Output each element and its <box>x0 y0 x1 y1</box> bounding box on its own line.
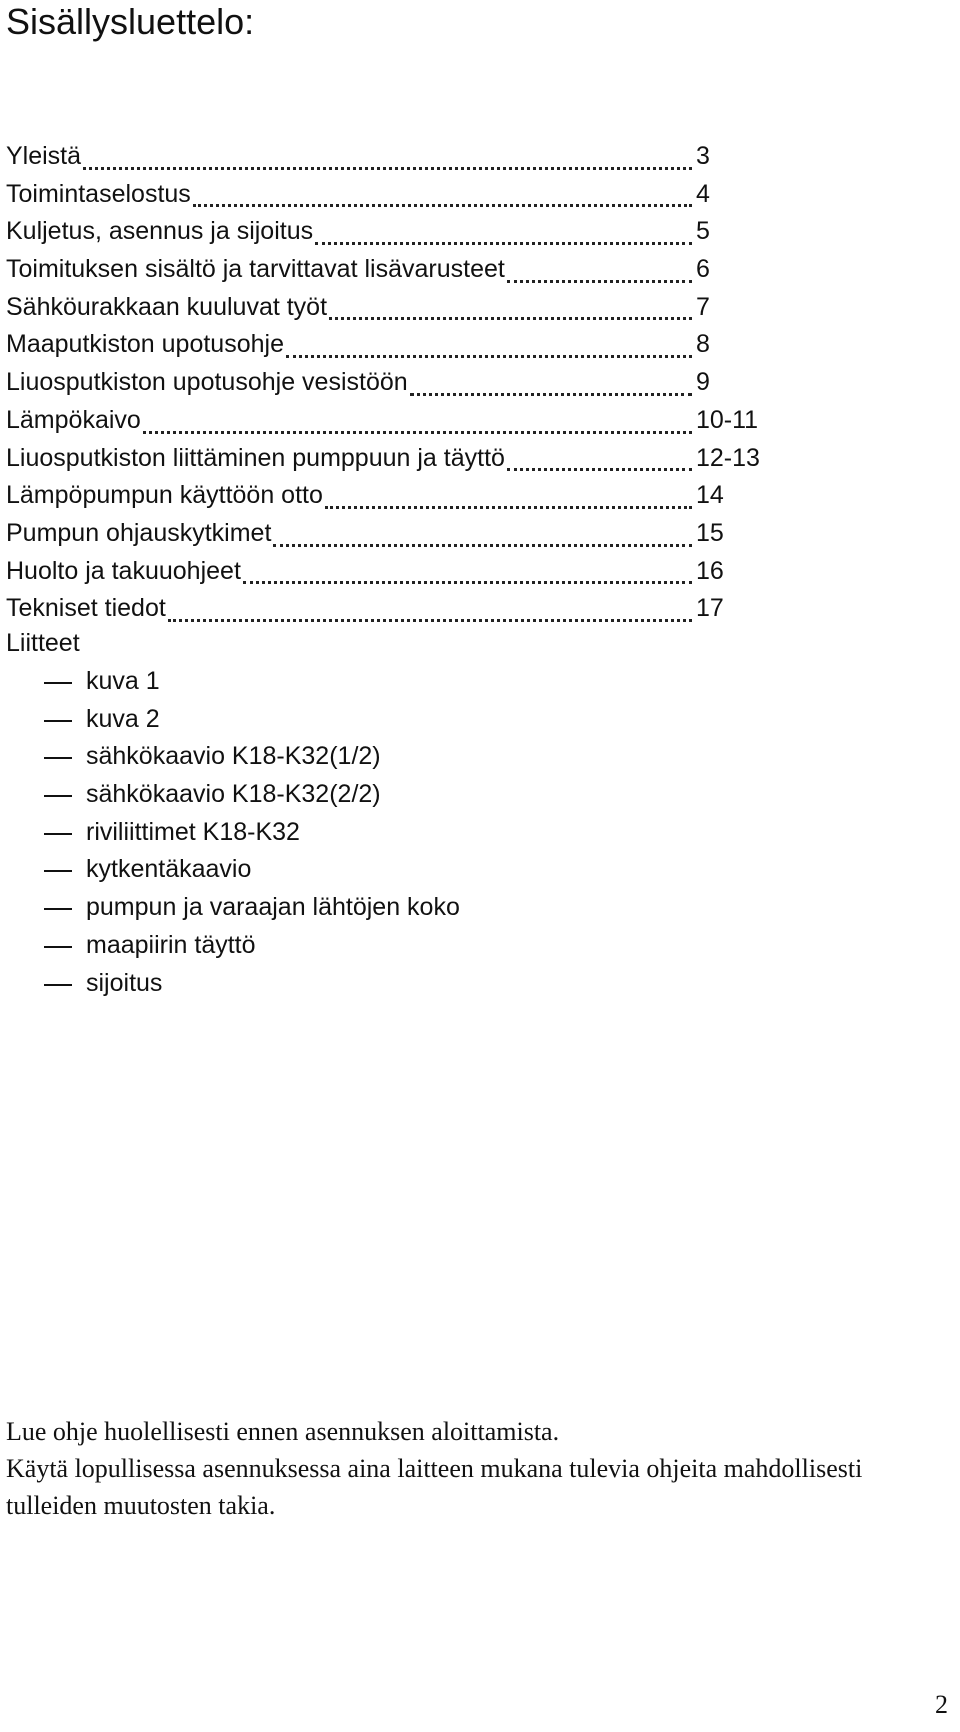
toc-entry-label: Huolto ja takuuohjeet <box>6 556 241 585</box>
list-item <box>6 889 460 927</box>
toc-leader <box>243 577 692 584</box>
toc-entry <box>6 402 776 440</box>
list-item-label: pumpun ja varaajan lähtöjen koko <box>86 893 460 922</box>
attachments-heading: Liitteet <box>6 629 80 657</box>
toc-entry-label: Liuosputkiston liittäminen pumppuun ja täyttö <box>6 443 505 472</box>
dash-bullet-icon <box>44 908 72 910</box>
dash-bullet-icon <box>44 757 72 759</box>
toc-entry-page: 8 <box>696 330 710 359</box>
toc-leader <box>286 351 692 358</box>
toc-entry-page: 17 <box>696 594 724 623</box>
list-item-label: kytkentäkaavio <box>86 855 252 884</box>
toc-entry-label: Liuosputkiston upotusohje vesistöön <box>6 368 408 397</box>
list-item <box>6 814 460 852</box>
toc-entry-page: 12-13 <box>696 443 760 472</box>
toc-entry-label: Tekniset tiedot <box>6 594 166 623</box>
toc-entry <box>6 251 776 289</box>
list-item <box>6 851 460 889</box>
notice-paragraph: Lue ohje huolellisesti ennen asennuksen aloittamista. <box>6 1417 560 1446</box>
toc-entry-page: 15 <box>696 518 724 547</box>
toc-leader <box>507 276 692 283</box>
toc-leader <box>143 427 692 434</box>
list-item <box>6 663 460 701</box>
list-item <box>6 965 460 1003</box>
toc-entry <box>6 176 776 214</box>
table-of-contents <box>6 138 776 628</box>
list-item-label: sijoitus <box>86 968 163 997</box>
toc-entry-label: Yleistä <box>6 142 82 170</box>
toc-entry-page: 6 <box>696 255 710 284</box>
toc-entry-label: Maaputkiston upotusohje <box>6 330 284 359</box>
dash-bullet-icon <box>44 682 72 684</box>
toc-leader <box>410 389 692 396</box>
toc-entry <box>6 515 776 553</box>
toc-entry-page: 16 <box>696 556 724 585</box>
list-item-label: kuva 2 <box>86 704 160 733</box>
list-item-label: kuva 1 <box>86 667 160 695</box>
toc-leader <box>273 540 692 547</box>
toc-entry-page: 7 <box>696 292 710 321</box>
dash-bullet-icon <box>44 984 72 986</box>
toc-entry <box>6 326 776 364</box>
dash-bullet-icon <box>44 833 72 835</box>
toc-leader <box>507 464 692 471</box>
list-item <box>6 738 460 776</box>
dash-bullet-icon <box>44 870 72 872</box>
list-item <box>6 701 460 739</box>
toc-entry-label: Pumpun ohjauskytkimet <box>6 518 272 547</box>
toc-entry <box>6 553 776 591</box>
toc-entry <box>6 289 776 327</box>
toc-entry-label: Lämpöpumpun käyttöön otto <box>6 481 323 510</box>
toc-entry <box>6 364 776 402</box>
toc-entry-page: 14 <box>696 481 724 510</box>
toc-entry <box>6 477 776 515</box>
toc-entry <box>6 213 776 251</box>
toc-entry <box>6 440 776 478</box>
toc-entry-label: Toimituksen sisältö ja tarvittavat lisävarusteet <box>6 255 505 284</box>
list-item-label: riviliittimet K18-K32 <box>86 817 300 846</box>
toc-entry-label: Toimintaselostus <box>6 179 191 208</box>
toc-leader <box>329 313 692 320</box>
toc-entry-label: Lämpökaivo <box>6 405 141 434</box>
notice-paragraph: Käytä lopullisessa asennuksessa aina laitteen mukana tulevia ohjeita mahdollisesti tulleiden muutosten takia. <box>6 1454 863 1520</box>
toc-entry-label: Kuljetus, asennus ja sijoitus <box>6 217 314 246</box>
attachments-list <box>6 663 460 1002</box>
toc-leader <box>325 502 692 509</box>
list-item-label: maapiirin täyttö <box>86 930 256 959</box>
list-item-label: sähkökaavio K18-K32(1/2) <box>86 742 381 771</box>
dash-bullet-icon <box>44 720 72 722</box>
toc-entry-page: 9 <box>696 368 710 397</box>
toc-leader <box>83 163 692 170</box>
toc-entry <box>6 590 776 628</box>
dash-bullet-icon <box>44 795 72 797</box>
toc-leader <box>315 238 692 245</box>
installation-notice <box>6 1413 946 1524</box>
toc-entry-page: 10-11 <box>696 405 759 434</box>
list-item <box>6 776 460 814</box>
toc-entry-page: 4 <box>696 179 710 208</box>
page-title: Sisällysluettelo: <box>6 1 255 42</box>
page-number: 2 <box>935 1690 948 1719</box>
list-item <box>6 927 460 965</box>
toc-leader <box>168 615 692 622</box>
toc-entry <box>6 138 776 176</box>
toc-entry-page: 3 <box>696 142 710 170</box>
list-item-label: sähkökaavio K18-K32(2/2) <box>86 780 381 809</box>
toc-leader <box>193 200 692 207</box>
dash-bullet-icon <box>44 946 72 948</box>
toc-entry-page: 5 <box>696 217 710 246</box>
toc-entry-label: Sähköurakkaan kuuluvat työt <box>6 292 328 321</box>
